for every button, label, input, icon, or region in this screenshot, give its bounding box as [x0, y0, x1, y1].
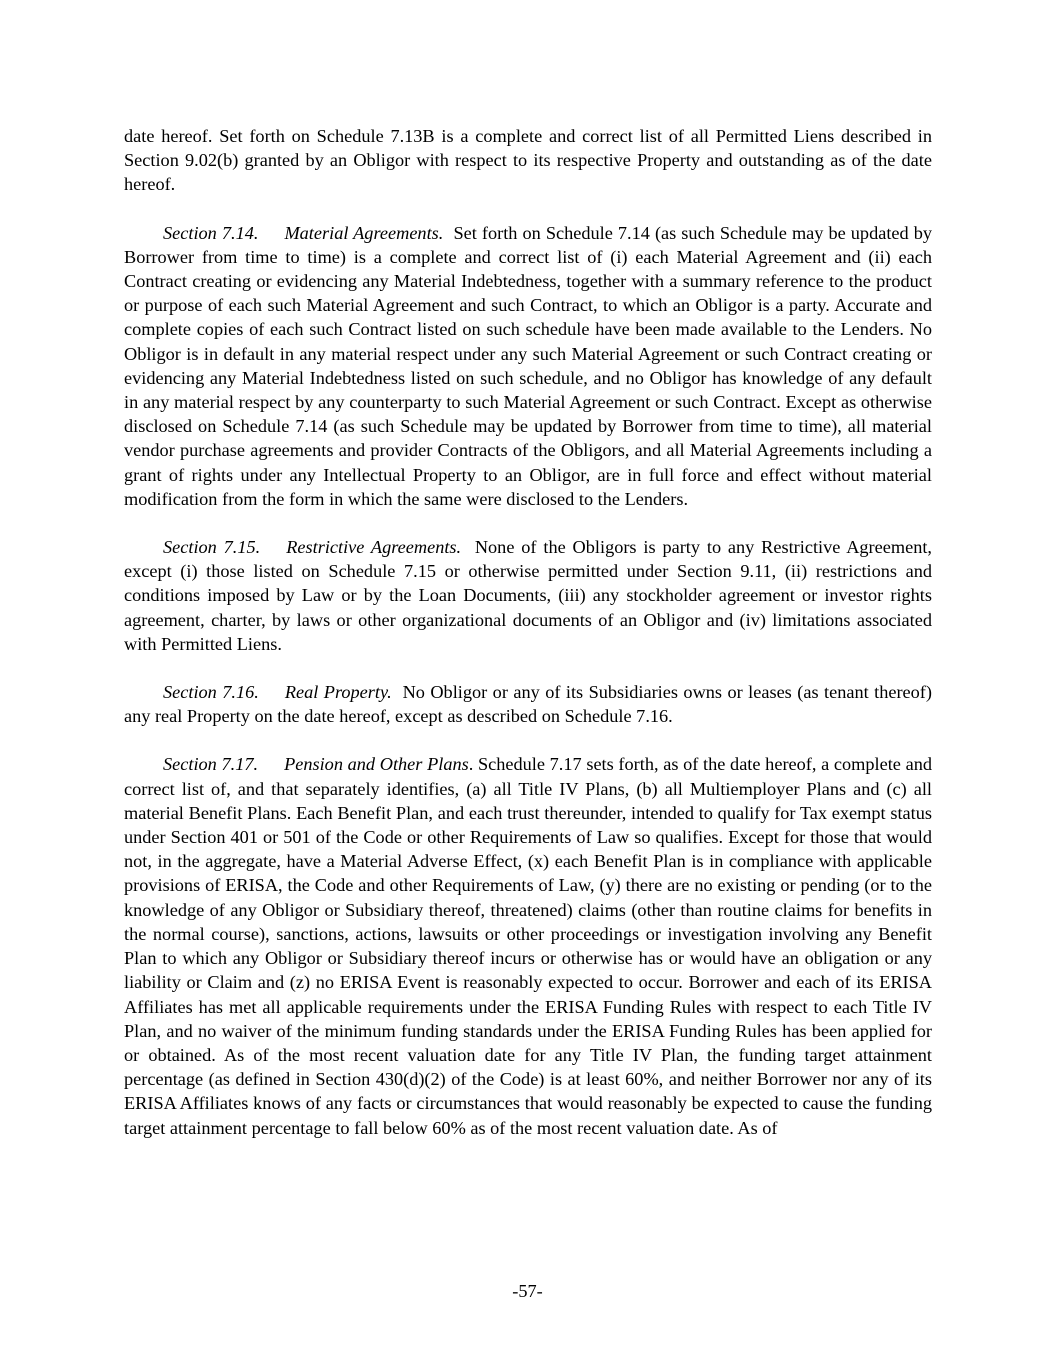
page-number: -57- [512, 1281, 543, 1301]
section-7-17-body: . Schedule 7.17 sets forth, as of the date hereof, a complete and correct list of, and that separately identifies, (a) all Title IV Plans, (b) all Multiemployer Plans and (c) all material Benefit Plans. Each Benefit Plan, and each trust thereunder, intended to qualify for Tax exempt status under Section 401 or 501 of the Code or other Requirements of Law so qualifies. Except for those that would not, in the aggregate, have a Material Adverse Effect, (x) each Benefit Plan is in compliance with applicable provisions of ERISA, the Code and other Requirements of Law, (y) there are no existing or pending (or to the knowledge of any Obligor or Subsidiary thereof, threatened) claims (other than routine claims for benefits in the normal course), sanctions, actions, lawsuits or other proceedings or investigation involving any Benefit Plan to which any Obligor or Subsidiary thereof incurs or otherwise has or would have an obligation or any liability or Claim and (z) no ERISA Event is reasonably expected to occur. Borrower and each of its ERISA Affiliates has met all applicable requirements under the ERISA Funding Rules with respect to each Title IV Plan, and no waiver of the minimum funding standards under the ERISA Funding Rules has been applied for or obtained. As of the most recent valuation date for any Title IV Plan, the funding target attainment percentage (as defined in Section 430(d)(2) of the Code) is at least 60%, and neither Borrower nor any of its ERISA Affiliates knows of any facts or circumstances that would reasonably be expected to cause the funding target attainment percentage to fall below 60% as of the most recent valuation date. As of [124, 754, 932, 1138]
section-7-14-body: Set forth on Schedule 7.14 (as such Schedule may be updated by Borrower from time to time) is a complete and correct list of (i) each Material Agreement and (ii) each Contract creating or evidencing any Material Indebtedness, together with a summary reference to the product or purpose of each such Material Agreement and such Contract, to which an Obligor is a party. Accurate and complete copies of each such Contract listed on such schedule have been made available to the Lenders. No Obligor is in default in any material respect under any such Material Agreement or such Contract creating or evidencing any Material Indebtedness listed on such schedule, and no Obligor has knowledge of any default in any material respect by any counterparty to such Material Agreement or such Contract. Except as otherwise disclosed on Schedule 7.14 (as such Schedule may be updated by Borrower from time to time), all material vendor purchase agreements and provider Contracts of the Obligors, and all Material Agreements including a grant of rights under any Intellectual Property to an Obligor, are in full force and effect without material modification from the form in which the same were disclosed to the Lenders. [124, 222, 933, 509]
section-7-16-paragraph [124, 680, 932, 728]
section-7-17-paragraph [124, 752, 932, 1139]
section-7-15-number: Section 7.15. [163, 537, 261, 558]
section-7-14-paragraph [124, 221, 932, 511]
document-page [124, 124, 932, 1164]
section-7-14-number: Section 7.14. [163, 222, 259, 243]
section-7-15-title: Restrictive Agreements. [286, 537, 462, 558]
section-7-17-title: Pension and Other Plans [284, 754, 469, 775]
section-7-16-number: Section 7.16. [163, 682, 259, 703]
intro-paragraph: date hereof. Set forth on Schedule 7.13B is a complete and correct list of all Permitted Liens described in Section 9.02(b) granted by an Obligor with respect to its respective Property and outstanding as of the date hereof. [124, 126, 932, 195]
section-7-16-body: No Obligor or any of its Subsidiaries owns or leases (as tenant thereof) any real Property on the date hereof, except as described on Schedule 7.16. [124, 682, 932, 727]
section-7-15-body: None of the Obligors is party to any Restrictive Agreement, except (i) those listed on Schedule 7.15 or otherwise permitted under Section 9.11, (ii) restrictions and conditions imposed by Law or by the Loan Documents, (iii) any stockholder agreement or investor rights agreement, charter, by laws or other organizational documents of an Obligor and (iv) limitations associated with Permitted Liens. [124, 537, 933, 654]
section-7-17-number: Section 7.17. [163, 754, 259, 775]
section-7-14-title: Material Agreements. [284, 222, 444, 243]
section-7-16-title: Real Property. [284, 682, 392, 703]
section-7-15-paragraph [124, 535, 932, 656]
